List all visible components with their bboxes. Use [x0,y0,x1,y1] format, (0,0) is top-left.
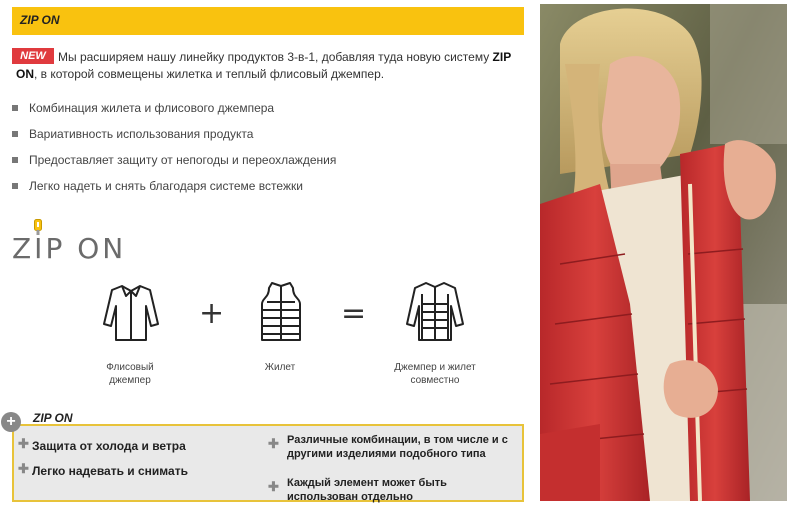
bullet-text: Предоставляет защиту от непогоды и переохлаждения [29,153,337,167]
feature-left-1: Защита от холода и ветра [32,439,186,453]
combined-jacket-icon [403,280,467,344]
bullet-text: Вариативность использования продукта [29,127,254,141]
feature-plus-icon: ✚ [18,461,29,476]
vest-caption: Жилет [264,362,296,373]
intro-brand: ZIP ON [16,50,511,81]
feature-left-2: Легко надевать и снимать [32,464,188,478]
feature-right-1: Различные комбинации, в том числе и с другими изделиями подобного типа [287,434,508,460]
bullet-text: Комбинация жилета и флисового джемпера [29,101,275,115]
plus-circle-icon: + [1,412,21,432]
feature-plus-icon: ✚ [268,479,279,494]
bullet-square-icon [12,183,18,189]
benefit-list [12,101,336,205]
intro-paragraph [16,49,526,83]
new-badge: NEW [12,48,54,64]
list-item [12,179,336,205]
features-title: ZIP ON [33,411,73,425]
fleece-caption: Флисовый джемпер [106,362,154,386]
vest-icon [258,280,304,344]
product-photo [540,4,787,501]
bullet-square-icon [12,105,18,111]
plus-operator: + [199,296,225,331]
bullet-text: Легко надеть и снять благодаря системе встежки [29,179,303,193]
intro-text-after: , в которой совмещены жилетка и теплый флисовый джемпер. [34,67,385,81]
zip-on-logo: ZIP ON [12,232,127,265]
bullet-square-icon [12,157,18,163]
bullet-square-icon [12,131,18,137]
header-bar [12,7,524,35]
equals-operator: = [341,296,367,331]
list-item [12,153,336,179]
feature-plus-icon: ✚ [268,436,279,451]
feature-right-2: Каждый элемент может быть использован отдельно [287,477,447,503]
fleece-jacket-icon [100,282,162,344]
list-item [12,101,336,127]
combined-caption: Джемпер и жилет совместно [394,362,476,386]
list-item [12,127,336,153]
intro-text-before: Мы расширяем нашу линейку продуктов 3-в-1, добавляя туда новую систему [58,50,493,64]
page-title: ZIP ON [20,13,60,27]
feature-plus-icon: ✚ [18,436,29,451]
